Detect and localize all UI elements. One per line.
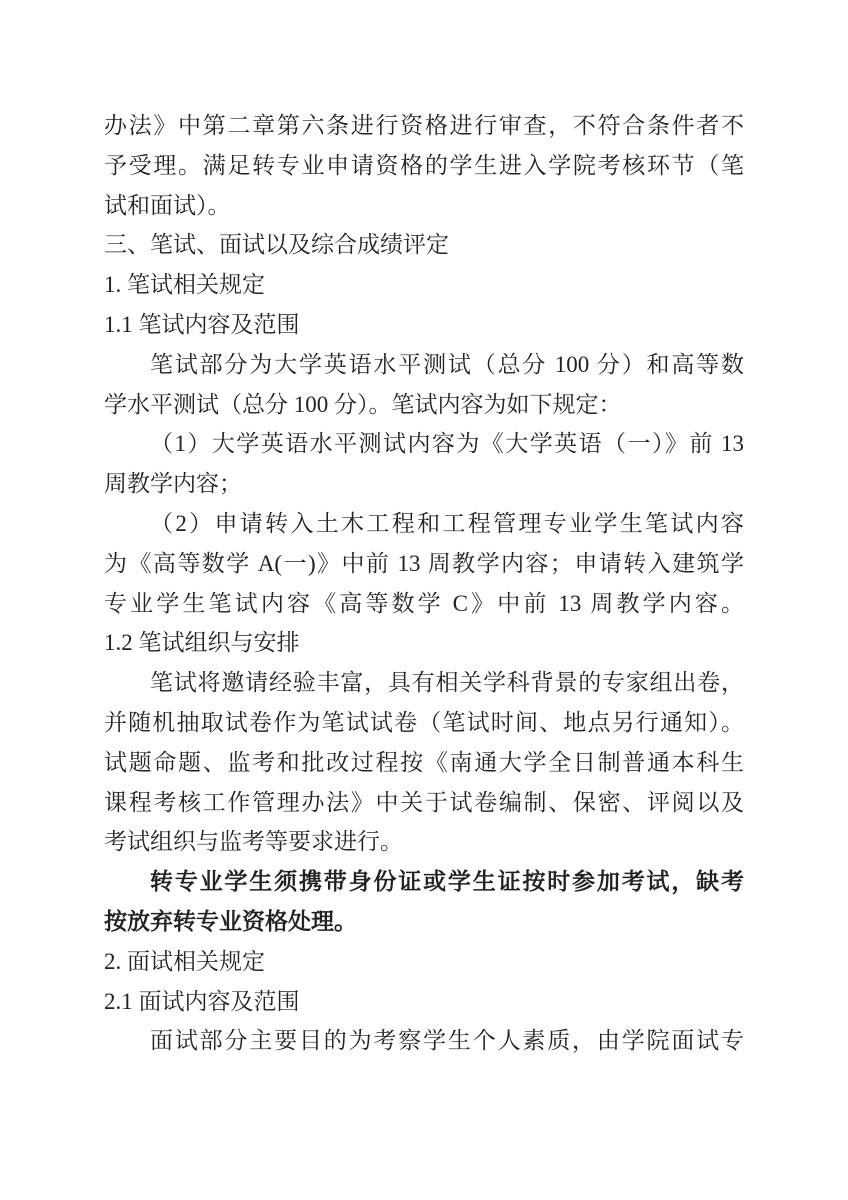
body-text-line: 试和面试）。 [104, 192, 231, 218]
body-text-line: 办法》中第二章第六条进行资格进行审查，不符合条件者不 [104, 113, 744, 138]
bold-notice-line: 按放弃转专业资格处理。 [104, 908, 357, 934]
body-text-line: 予受理。满足转专业申请资格的学生进入学院考核环节（笔 [104, 152, 744, 178]
list-item-1-line: （1）大学英语水平测试内容为《大学英语（一）》前 13 [150, 431, 744, 457]
list-item-2-line: （2）申请转入土木工程和工程管理专业学生笔试内容 [150, 510, 744, 536]
clause-1-2-heading: 1.2 笔试组织与安排 [104, 630, 300, 656]
body-text-line: 笔试将邀请经验丰富，具有相关学科背景的专家组出卷， [150, 670, 744, 696]
body-text-line: 并随机抽取试卷作为笔试试卷（笔试时间、地点另行通知）。 [104, 709, 744, 735]
body-text-line: 专业学生笔试内容《高等数学 C》中前 13 周教学内容。 [104, 590, 744, 616]
body-text-line: 考试组织与监考等要求进行。 [104, 829, 403, 855]
subsection-2-heading: 2. 面试相关规定 [104, 948, 265, 974]
section-heading-3: 三、笔试、面试以及综合成绩评定 [104, 232, 449, 258]
body-text-line: 学水平测试（总分 100 分）。笔试内容为如下规定： [104, 391, 622, 417]
body-text-line: 面试部分主要目的为考察学生个人素质，由学院面试专 [150, 1028, 744, 1054]
subsection-1-heading: 1. 笔试相关规定 [104, 272, 265, 298]
bold-notice-line: 转专业学生须携带身份证或学生证按时参加考试，缺考 [150, 869, 744, 895]
body-text-line: 课程考核工作管理办法》中关于试卷编制、保密、评阅以及 [104, 789, 744, 815]
body-text-line: 试题命题、监考和批改过程按《南通大学全日制普通本科生 [104, 749, 744, 775]
body-text-line: 周教学内容； [104, 471, 242, 497]
body-text-line: 为《高等数学 A(一)》中前 13 周教学内容；申请转入建筑学 [104, 550, 744, 576]
clause-2-1-heading: 2.1 面试内容及范围 [104, 988, 300, 1014]
body-text-line: 笔试部分为大学英语水平测试（总分 100 分）和高等数 [150, 351, 744, 377]
clause-1-1-heading: 1.1 笔试内容及范围 [104, 311, 300, 337]
